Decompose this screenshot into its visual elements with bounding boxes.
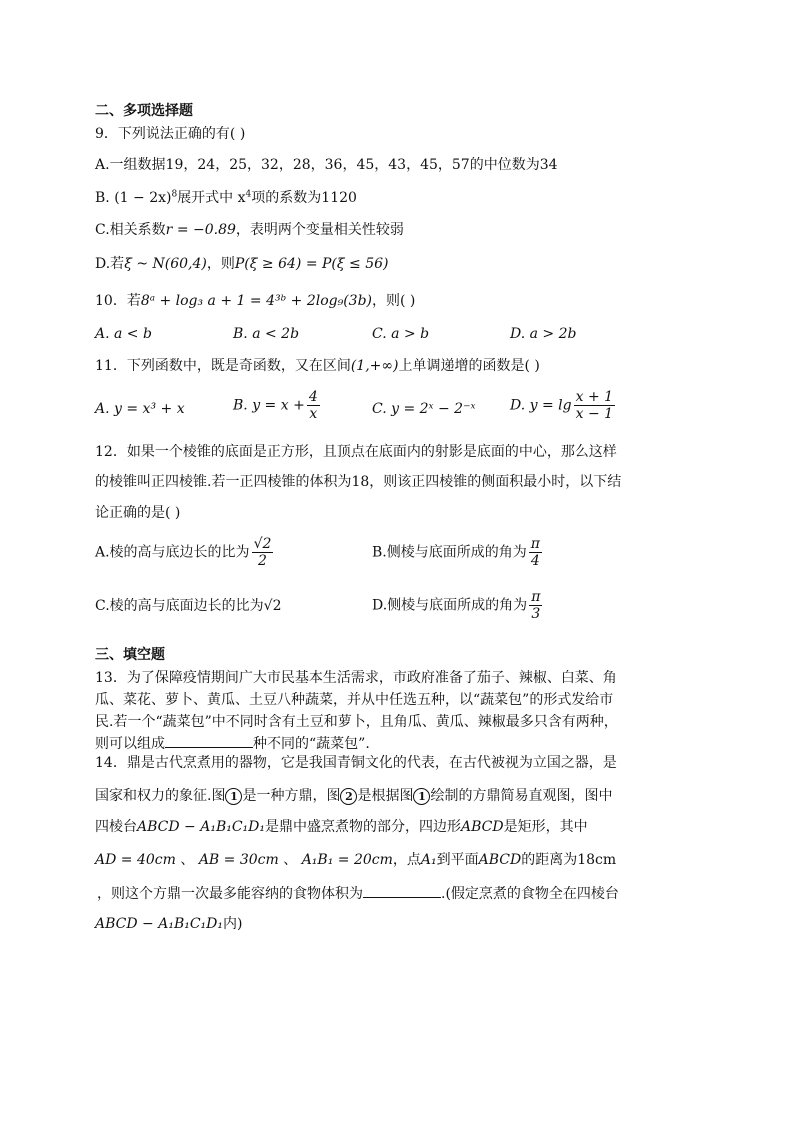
- q14-line3-math2: ABCD: [461, 819, 504, 835]
- q11-d-pre: D. y = lg: [510, 397, 572, 414]
- q10-stem-pre: 10．若: [95, 293, 141, 309]
- q12-b-fraction: [529, 536, 542, 569]
- figure-1-marker: 1: [225, 788, 242, 805]
- q11-stem-pre: 11．下列函数中，既是奇函数，又在区间: [95, 358, 351, 374]
- q14-line6: [95, 914, 242, 934]
- q9-option-d: [95, 254, 389, 274]
- q14-line3-post: 是矩形，其中: [503, 819, 588, 835]
- q11-d-fraction: [574, 389, 615, 422]
- q13-line3: 民.若一个“蔬菜包”中不同时含有土豆和萝卜，且角瓜、黄瓜、辣椒最多只含有两种，: [95, 714, 618, 730]
- q11-option-a: A. y = x³ + x: [95, 401, 185, 417]
- q14-sep1: 、: [175, 852, 199, 868]
- q11-stem: [95, 356, 540, 376]
- q12-option-d: [372, 589, 544, 622]
- q14-line3-math: ABCD − A₁B₁C₁D₁: [137, 819, 266, 835]
- q12-line2: 的棱锥叫正四棱锥.若一正四棱锥的体积为18，则该正四棱锥的侧面积最小时，以下结: [95, 474, 622, 490]
- q10-option-a: A. a < b: [95, 326, 152, 342]
- section-title-multiple-choice: 二、多项选择题: [95, 103, 193, 119]
- q9-c-pre: C.相关系数: [95, 222, 166, 238]
- q14-line2: [95, 786, 612, 806]
- q14-line3-pre: 四棱台: [95, 819, 137, 835]
- q14-line6-post: 内): [223, 916, 243, 932]
- q11-b-num: 4: [308, 389, 318, 405]
- q12-option-b: [372, 536, 544, 569]
- q12-d-pre: D.侧棱与底面所成的角为: [372, 597, 528, 614]
- q12-line1: 12．如果一个棱锥的底面是正方形，且顶点在底面内的射影是底面的中心，那么这样: [95, 444, 617, 460]
- q12-c-math: √2: [263, 598, 282, 614]
- q14-a1b1-length: A₁B₁ = 20cm: [301, 852, 393, 868]
- q12-a-pre: A.棱的高与底边长的比为: [95, 544, 250, 561]
- q12-option-c: [95, 596, 282, 616]
- q13-line4-pre: 则可以组成: [95, 736, 165, 752]
- q11-stem-post: 上单调递增的函数是( ): [398, 358, 540, 374]
- q10-stem-math: 8ᵃ + log₃ a + 1 = 4³ᵇ + 2log₉(3b): [140, 293, 372, 309]
- q14-line4-mid2: 到平面: [436, 852, 479, 868]
- q13-line1: 13．为了保障疫情期间广大市民基本生活需求，市政府准备了茄子、辣椒、白菜、角: [95, 670, 617, 686]
- q9-d-math2: P(ξ ≥ 64) = P(ξ ≤ 56): [234, 256, 389, 272]
- q14-point-a1: A₁: [420, 852, 437, 868]
- q14-line5-post: .(假定烹煮的食物全在四棱台: [441, 886, 619, 902]
- q9-b-expr: B. (1 − 2x): [95, 190, 172, 206]
- q12-d-fraction: [529, 589, 542, 622]
- q9-b-exponent2: 4: [245, 189, 252, 200]
- q14-line4-mid: ，点: [392, 852, 421, 868]
- q12-c-pre: C.棱的高与底面边长的比为: [95, 598, 264, 614]
- q14-ad-length: AD = 40cm: [95, 852, 176, 868]
- q10-option-c: C. a > b: [372, 326, 430, 342]
- q11-stem-math: (1,+∞): [350, 358, 399, 374]
- q11-b-pre: B. y = x +: [233, 397, 305, 414]
- q9-option-a: A.一组数据19，24，25，32，28，36，45，43，45，57的中位数为34: [95, 157, 558, 173]
- q12-a-num: √2: [253, 536, 272, 552]
- q9-c-math: r = −0.89: [165, 222, 236, 238]
- q11-b-den: x: [309, 406, 318, 422]
- q9-c-post: ，表明两个变量相关性较弱: [235, 222, 404, 238]
- q9-option-c: [95, 220, 404, 240]
- section-title-fill-in: 三、填空题: [95, 647, 165, 663]
- q12-line3: 论正确的是( ): [95, 505, 181, 521]
- q9-d-pre: D.若: [95, 256, 125, 272]
- q9-option-b: [95, 188, 357, 208]
- q9-stem: 9．下列说法正确的有( ): [95, 126, 246, 142]
- q10-option-d: D. a > 2b: [510, 326, 577, 342]
- q14-ab-length: AB = 30cm: [198, 852, 279, 868]
- q14-sep2: 、: [278, 852, 302, 868]
- q12-d-den: 3: [531, 606, 541, 622]
- q13-answer-blank[interactable]: [165, 747, 253, 748]
- q14-line5: [97, 884, 619, 904]
- q13-line2: 瓜、菜花、萝卜、黄瓜、土豆八种蔬菜，并从中任选五种，以“蔬菜包”的形式发给市: [95, 692, 614, 708]
- q9-d-mid: ，则: [206, 256, 235, 272]
- q11-option-c: C. y = 2ˣ − 2⁻ˣ: [372, 401, 476, 417]
- q12-a-den: 2: [258, 553, 267, 569]
- q14-line4: [95, 850, 616, 870]
- q14-line2-post: 绘制的方鼎简易直观图，图中: [430, 788, 613, 804]
- q12-d-num: π: [531, 589, 541, 605]
- q10-option-b: B. a < 2b: [233, 326, 300, 342]
- q11-b-fraction: [307, 389, 320, 422]
- q9-b-exponent: 8: [171, 189, 178, 200]
- q12-a-fraction: [252, 536, 274, 569]
- q14-line5-pre: ，则这个方鼎一次最多能容纳的食物体积为: [97, 886, 363, 902]
- q11-d-den: x − 1: [575, 406, 614, 422]
- q11-d-num: x + 1: [575, 389, 614, 405]
- q10-stem-post: ，则( ): [372, 293, 416, 309]
- q14-line2-pre: 国家和权力的象征.图: [95, 788, 226, 804]
- q14-line4-post: 的距离为18cm: [521, 852, 617, 868]
- q13-line4-post: 种不同的“蔬菜包”.: [253, 736, 370, 752]
- q14-answer-blank[interactable]: [363, 897, 441, 898]
- q14-line3-mid: 是鼎中盛烹煮物的部分，四边形: [265, 819, 462, 835]
- q14-line2-mid2: 是根据图: [357, 788, 414, 804]
- q12-b-pre: B.侧棱与底面所成的角为: [372, 544, 527, 561]
- q14-line1: 14．鼎是古代烹煮用的器物，它是我国青铜文化的代表，在古代被视为立国之器，是: [95, 755, 617, 771]
- q12-b-num: π: [530, 536, 540, 552]
- figure-1-marker-ref: 1: [413, 788, 430, 805]
- q12-option-a: [95, 536, 275, 569]
- q12-b-den: 4: [530, 553, 540, 569]
- figure-2-marker: 2: [340, 788, 357, 805]
- q9-b-post: 项的系数为1120: [251, 190, 357, 206]
- q11-option-d: [510, 389, 617, 422]
- q14-line2-mid: 是一种方鼎，图: [242, 788, 341, 804]
- q14-line6-math: ABCD − A₁B₁C₁D₁: [95, 916, 224, 932]
- q9-b-mid: 展开式中 x: [177, 190, 246, 206]
- q14-line3: [95, 817, 588, 837]
- q13-line4: [95, 734, 370, 754]
- q14-plane-abcd: ABCD: [478, 852, 522, 868]
- q9-d-math: ξ ~ N(60,4): [124, 256, 207, 272]
- q11-option-b: [233, 389, 322, 422]
- q10-stem: [95, 291, 415, 311]
